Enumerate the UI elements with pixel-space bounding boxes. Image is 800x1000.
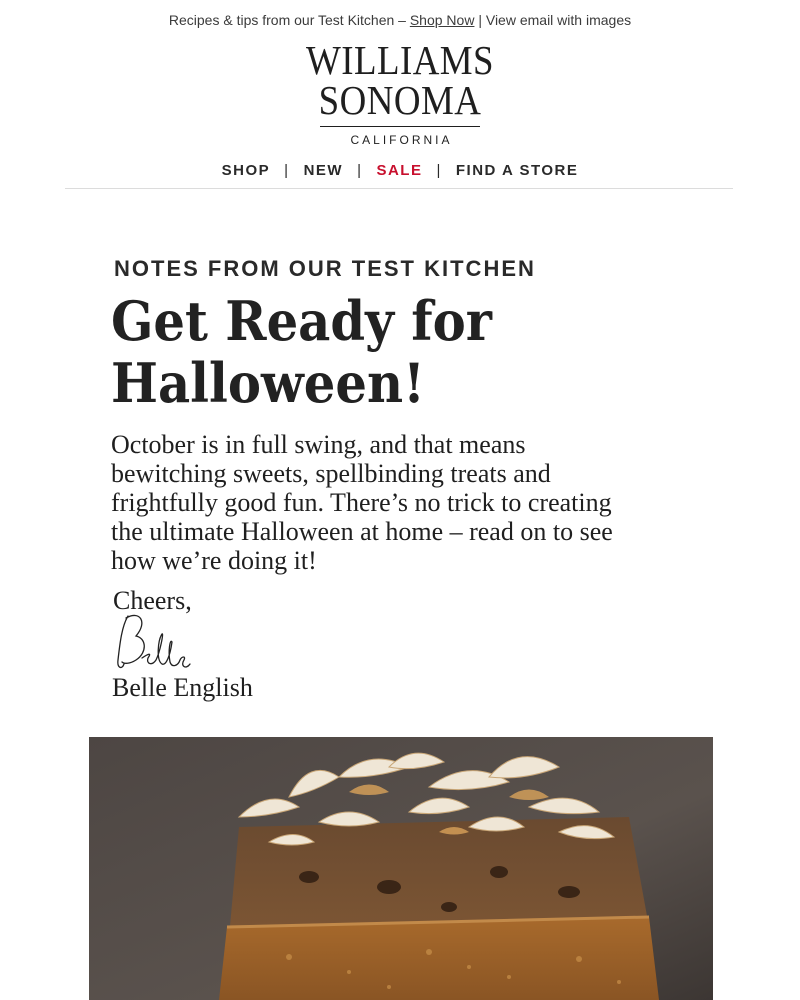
view-email-link[interactable]: View email with images <box>485 12 632 28</box>
headline <box>111 290 589 414</box>
preheader-text: Recipes & tips from our Test Kitchen – <box>168 12 406 28</box>
logo-subtitle: CALIFORNIA <box>350 133 453 147</box>
nav-divider <box>65 188 733 189</box>
headline-line-1: Get Ready for <box>111 289 492 353</box>
section-eyebrow: NOTES FROM OUR TEST KITCHEN <box>114 256 536 281</box>
shop-now-link[interactable]: Shop Now <box>409 12 475 28</box>
nav-separator: | <box>436 162 442 179</box>
greeting: Cheers, <box>113 586 192 615</box>
preheader <box>0 12 800 28</box>
nav-new[interactable]: NEW <box>303 162 344 179</box>
nav-sale[interactable]: SALE <box>376 162 423 179</box>
logo-rule <box>320 126 480 127</box>
headline-line-2: Halloween! <box>111 351 425 415</box>
logo-line-williams: WILLIAMS <box>305 37 495 83</box>
williams-sonoma-logo[interactable] <box>0 37 800 147</box>
nav-find-a-store[interactable]: FIND A STORE <box>455 162 579 179</box>
nav-shop[interactable]: SHOP <box>221 162 271 179</box>
signature-belle <box>114 612 194 674</box>
nav-separator: | <box>284 162 290 179</box>
author-name: Belle English <box>112 673 253 702</box>
dessert-bar-photo-icon <box>89 737 713 1000</box>
logo-line-sonoma: SONOMA <box>318 77 482 123</box>
intro-paragraph: October is in full swing, and that means bewitching sweets, spellbinding treats and frightfully good fun. There’s no trick to creating the ultimate Halloween at home – read on to see how we’re doing it! <box>111 430 613 575</box>
hero-image-dessert-bars[interactable] <box>89 737 713 1000</box>
nav-separator: | <box>357 162 363 179</box>
main-nav <box>0 162 800 179</box>
preheader-separator: | <box>478 12 482 28</box>
